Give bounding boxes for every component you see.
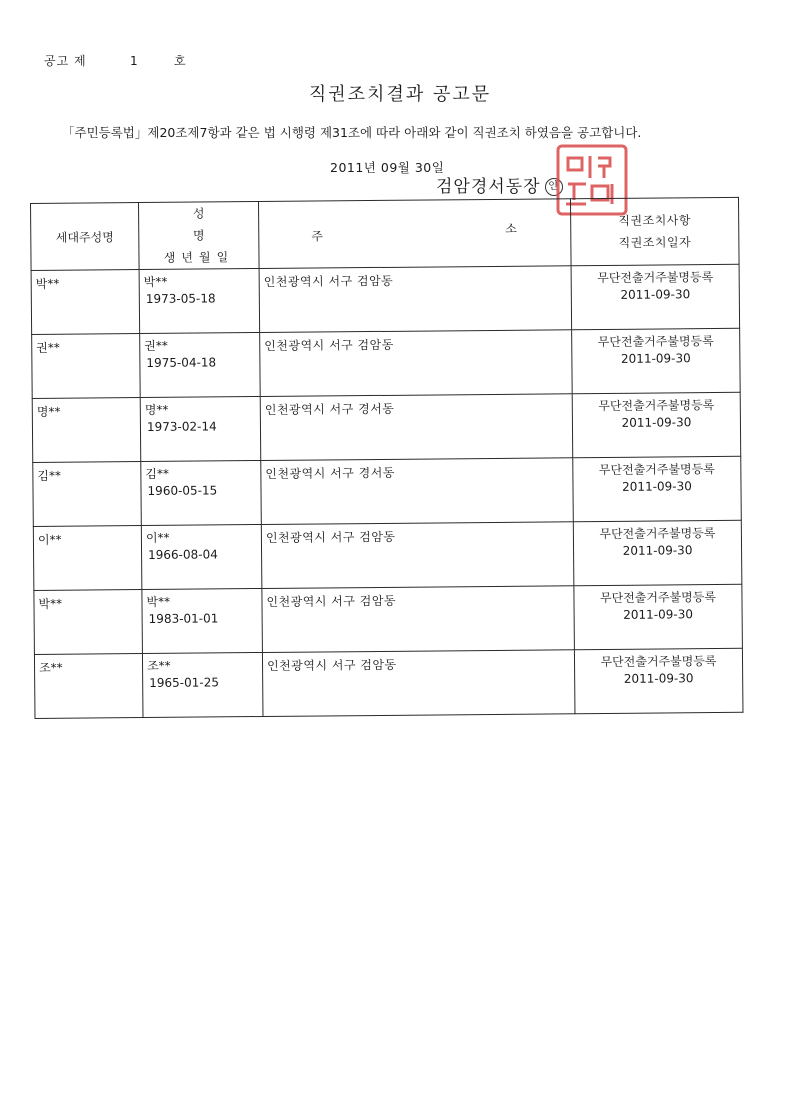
action-date: 2011-09-30 — [620, 351, 691, 366]
household-head-cell: 이** — [33, 526, 142, 591]
table-row — [34, 648, 743, 718]
table-row — [33, 456, 742, 526]
household-head-cell: 명** — [32, 398, 141, 463]
header-action-date: 직권조치일자 — [618, 235, 692, 250]
address-cell: 인천광역시 서구 검암동 — [260, 330, 573, 397]
notice-suffix: 호 — [174, 54, 187, 68]
signer-name: 검암경서동장 — [436, 177, 541, 197]
table-row — [34, 584, 743, 654]
notice-number — [44, 52, 187, 69]
person-name: 박** — [146, 594, 171, 609]
page-title: 직권조치결과 공고문 — [308, 84, 492, 105]
header-address — [258, 199, 571, 269]
header-address-part2: 소 — [505, 221, 517, 236]
action-item: 무단전출거주불명등록 — [599, 590, 716, 606]
address-cell: 인천광역시 서구 검암동 — [261, 522, 574, 589]
action-cell — [571, 264, 740, 329]
signer-line — [436, 172, 563, 197]
action-cell — [573, 456, 742, 521]
action-item: 무단전출거주불명등록 — [598, 462, 715, 478]
action-date: 2011-09-30 — [622, 479, 692, 494]
person-name: 권** — [144, 338, 168, 354]
person-name: 조** — [146, 658, 171, 673]
name-cell — [142, 652, 263, 717]
person-name: 김** — [145, 466, 170, 482]
name-cell — [141, 460, 262, 525]
action-date: 2011-09-30 — [620, 287, 691, 302]
household-head-cell: 김** — [33, 462, 142, 527]
action-item: 무단전출거주불명등록 — [600, 654, 717, 670]
person-name: 박** — [143, 274, 168, 290]
birth-date: 1983-01-01 — [148, 611, 219, 626]
birth-date: 1975-04-18 — [146, 355, 217, 370]
household-head-cell: 권** — [32, 334, 141, 399]
notice-body-text: 「주민등록법」제20조제7항과 같은 법 시행령 제31조에 따라 아래와 같이 직권조치 하였음을 공고합니다. — [62, 125, 642, 140]
header-address-part1: 주 — [311, 229, 323, 244]
header-household-head: 세대주성명 — [31, 203, 140, 271]
name-cell — [139, 269, 260, 334]
notice-date: 2011년 09월 30일 — [330, 160, 445, 175]
address-cell: 인천광역시 서구 경서동 — [260, 394, 573, 461]
action-date: 2011-09-30 — [621, 415, 692, 430]
table-row — [33, 520, 742, 590]
name-cell — [140, 396, 261, 461]
birth-date: 1960-05-15 — [147, 483, 218, 498]
results-table — [30, 197, 743, 719]
action-item: 무단전출거주불명등록 — [599, 526, 716, 542]
birth-date: 1965-01-25 — [149, 675, 220, 690]
header-name-dob — [139, 202, 260, 270]
person-name: 이** — [145, 530, 170, 546]
action-cell — [572, 328, 741, 393]
household-head-cell: 조** — [34, 654, 143, 719]
action-date: 2011-09-30 — [623, 607, 694, 622]
address-cell: 인천광역시 서구 검암동 — [262, 586, 575, 653]
address-cell: 인천광역시 서구 검암동 — [259, 266, 572, 333]
notice-prefix: 공고 제 — [44, 54, 87, 68]
seal-mark: 인 — [545, 178, 563, 196]
action-cell — [574, 648, 743, 713]
name-cell — [142, 588, 263, 653]
table-header-row — [31, 197, 740, 270]
birth-date: 1973-05-18 — [145, 291, 216, 306]
name-cell — [141, 524, 262, 589]
header-name: 성명 — [192, 206, 239, 243]
person-name: 명** — [144, 402, 169, 418]
action-date: 2011-09-30 — [623, 671, 694, 686]
header-action — [570, 197, 739, 265]
birth-date: 1973-02-14 — [146, 419, 217, 434]
table-row — [32, 328, 741, 398]
table-row — [32, 392, 741, 462]
action-item: 무단전출거주불명등록 — [597, 270, 714, 286]
action-item: 무단전출거주불명등록 — [598, 398, 715, 414]
action-cell — [574, 584, 743, 649]
action-cell — [573, 520, 742, 585]
action-item: 무단전출거주불명등록 — [597, 334, 714, 350]
header-dob: 생년월일 — [163, 250, 235, 265]
table-row — [31, 264, 740, 334]
action-date: 2011-09-30 — [622, 543, 693, 558]
household-head-cell: 박** — [31, 270, 140, 335]
birth-date: 1966-08-04 — [148, 547, 218, 562]
notice-number-value: 1 — [130, 54, 139, 68]
address-cell: 인천광역시 서구 경서동 — [261, 458, 574, 525]
address-cell: 인천광역시 서구 검암동 — [262, 650, 575, 717]
name-cell — [140, 333, 261, 398]
household-head-cell: 박** — [34, 590, 143, 655]
header-action-item: 직권조치사항 — [618, 213, 692, 228]
action-cell — [572, 392, 741, 457]
